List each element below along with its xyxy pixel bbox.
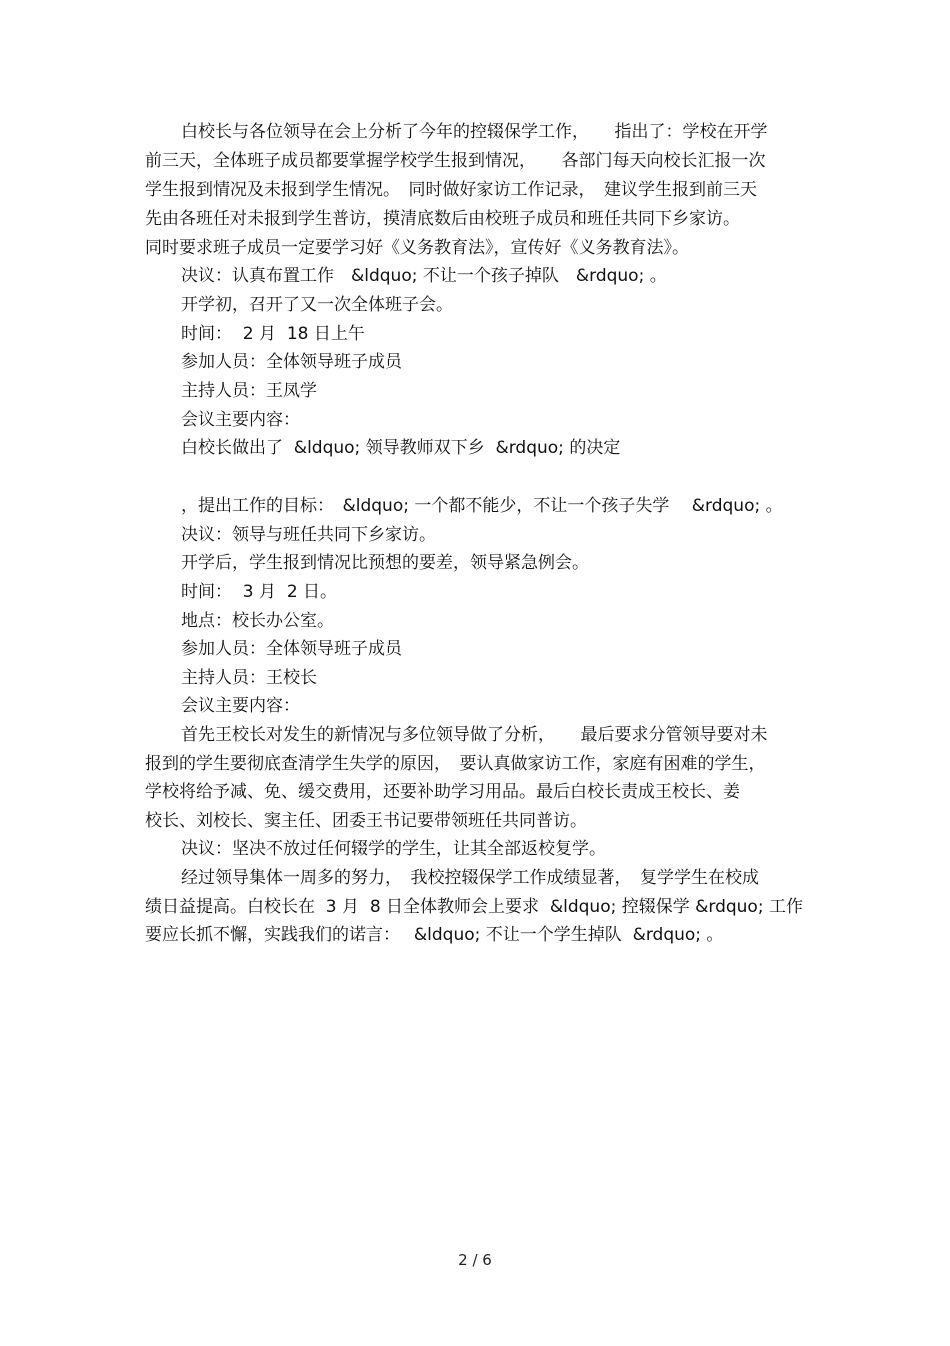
resolution-line: 决议：认真布置工作 &ldquo; 不让一个孩子掉队 &rdquo; 。 [181,266,667,286]
paragraph-line: 要应长抓不懈，实践我们的诺言： &ldquo; 不让一个学生掉队 &rdquo; 。 [145,925,724,945]
meeting-host: 主持人员：王凤学 [181,381,317,401]
paragraph-line: 白校长与各位领导在会上分析了今年的控辍保学工作， 指出了：学校在开学 [181,122,768,142]
paragraph-line: 绩日益提高。白校长在 3 月 8 日全体教师会上要求 &ldquo; 控辍保学 &rdquo; 工作 [145,897,803,917]
paragraph-line: 白校长做出了 &ldquo; 领导教师双下乡 &rdquo; 的决定 [181,438,621,458]
paragraph-line: 开学初，召开了又一次全体班子会。 [181,295,453,315]
page-number: 2 / 6 [458,1251,492,1269]
paragraph-line: 经过领导集体一周多的努力， 我校控辍保学工作成绩显著， 复学学生在校成 [181,868,759,888]
paragraph-line: 报到的学生要彻底查清学生失学的原因， 要认真做家访工作，家庭有困难的学生， [145,754,766,774]
paragraph-line: 学校将给予减、免、缓交费用，还要补助学习用品。最后白校长责成王校长、姜 [145,782,740,802]
meeting-attendees: 参加人员：全体领导班子成员 [181,352,402,372]
paragraph-line: 学生报到情况及未报到学生情况。 同时做好家访工作记录， 建议学生报到前三天 [145,180,757,200]
paragraph-line: 先由各班任对未报到学生普访，摸清底数后由校班子成员和班任共同下乡家访。 [145,209,740,229]
meeting-content-heading: 会议主要内容： [181,410,300,430]
meeting-content-heading: 会议主要内容： [181,696,300,716]
meeting-time: 时间： 2 月 18 日上午 [181,324,365,344]
resolution-line: 决议：领导与班任共同下乡家访。 [181,525,436,545]
paragraph-line: 前三天，全体班子成员都要掌握学校学生报到情况， 各部门每天向校长汇报一次 [145,151,766,171]
paragraph-line: 开学后，学生报到情况比预想的要差，领导紧急例会。 [181,553,589,573]
paragraph-line: 同时要求班子成员一定要学习好《义务教育法》，宣传好《义务教育法》。 [145,238,689,258]
meeting-location: 地点：校长办公室。 [181,611,334,631]
resolution-line: 决议：坚决不放过任何辍学的学生，让其全部返校复学。 [181,839,606,859]
paragraph-line: ，提出工作的目标： &ldquo; 一个都不能少，不让一个孩子失学 &rdquo; 。 [181,496,783,516]
meeting-host: 主持人员：王校长 [181,668,317,688]
paragraph-line: 校长、刘校长、窦主任、团委王书记要带领班任共同普访。 [145,811,587,831]
paragraph-line: 首先王校长对发生的新情况与多位领导做了分析， 最后要求分管领导要对未 [181,725,768,745]
meeting-attendees: 参加人员：全体领导班子成员 [181,639,402,659]
meeting-time: 时间： 3 月 2 日。 [181,582,338,602]
